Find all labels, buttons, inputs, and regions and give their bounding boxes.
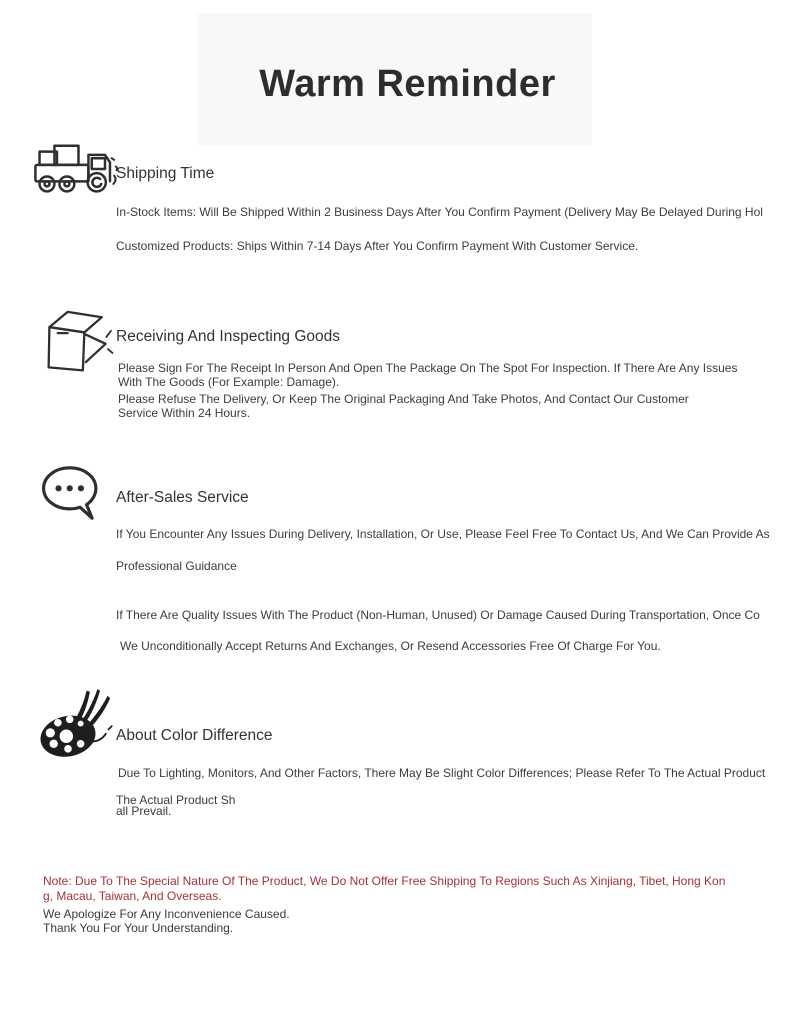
note-red-line-1: Note: Due To The Special Nature Of The Product, We Do Not Offer Free Shipping To Regions Such As Xinjiang, Tibet, Hong Kon (43, 874, 726, 888)
paint-palette-icon (36, 684, 116, 764)
delivery-truck-icon (30, 140, 122, 198)
page-title: Warm Reminder (259, 63, 556, 105)
section-heading-after-sales: After-Sales Service (116, 489, 249, 506)
chat-bubble-icon (38, 464, 108, 522)
receiving-line-3: Please Refuse The Delivery, Or Keep The Original Packaging And Take Photos, And Contact Our Customer (118, 392, 689, 406)
color-difference-line-2: The Actual Product Sh (116, 793, 236, 807)
package-box-icon (38, 302, 114, 378)
section-heading-color-difference: About Color Difference (116, 727, 273, 744)
after-sales-line-2: Professional Guidance (116, 559, 237, 573)
receiving-line-2: With The Goods (For Example: Damage). (118, 375, 340, 389)
section-heading-shipping-time: Shipping Time (116, 165, 215, 182)
note-thanks-line: Thank You For Your Understanding. (43, 921, 234, 935)
after-sales-line-3: If There Are Quality Issues With The Product (Non-Human, Unused) Or Damage Caused During Transportation, Once Co (116, 608, 760, 622)
receiving-line-1: Please Sign For The Receipt In Person And Open The Package On The Spot For Inspection. If There Are Any Issues (118, 361, 738, 375)
receiving-line-4: Service Within 24 Hours. (118, 406, 251, 420)
shipping-time-line-1: In-Stock Items: Will Be Shipped Within 2 Business Days After You Confirm Payment (Delivery May Be Delayed During Hol (116, 205, 763, 219)
color-difference-line-1: Due To Lighting, Monitors, And Other Factors, There May Be Slight Color Differences; Please Refer To The Actual Product (118, 766, 766, 780)
after-sales-line-4: We Unconditionally Accept Returns And Exchanges, Or Resend Accessories Free Of Charge For You. (120, 639, 661, 653)
shipping-time-line-2: Customized Products: Ships Within 7-14 Days After You Confirm Payment With Customer Service. (116, 239, 639, 253)
color-difference-line-3: all Prevail. (116, 804, 172, 818)
note-apology-line: We Apologize For Any Inconvenience Caused. (43, 907, 290, 921)
note-red-line-2: g, Macau, Taiwan, And Overseas. (43, 889, 222, 903)
section-heading-receiving: Receiving And Inspecting Goods (116, 328, 341, 345)
after-sales-line-1: If You Encounter Any Issues During Delivery, Installation, Or Use, Please Feel Free To Contact Us, And We Can Provide As (116, 527, 770, 541)
